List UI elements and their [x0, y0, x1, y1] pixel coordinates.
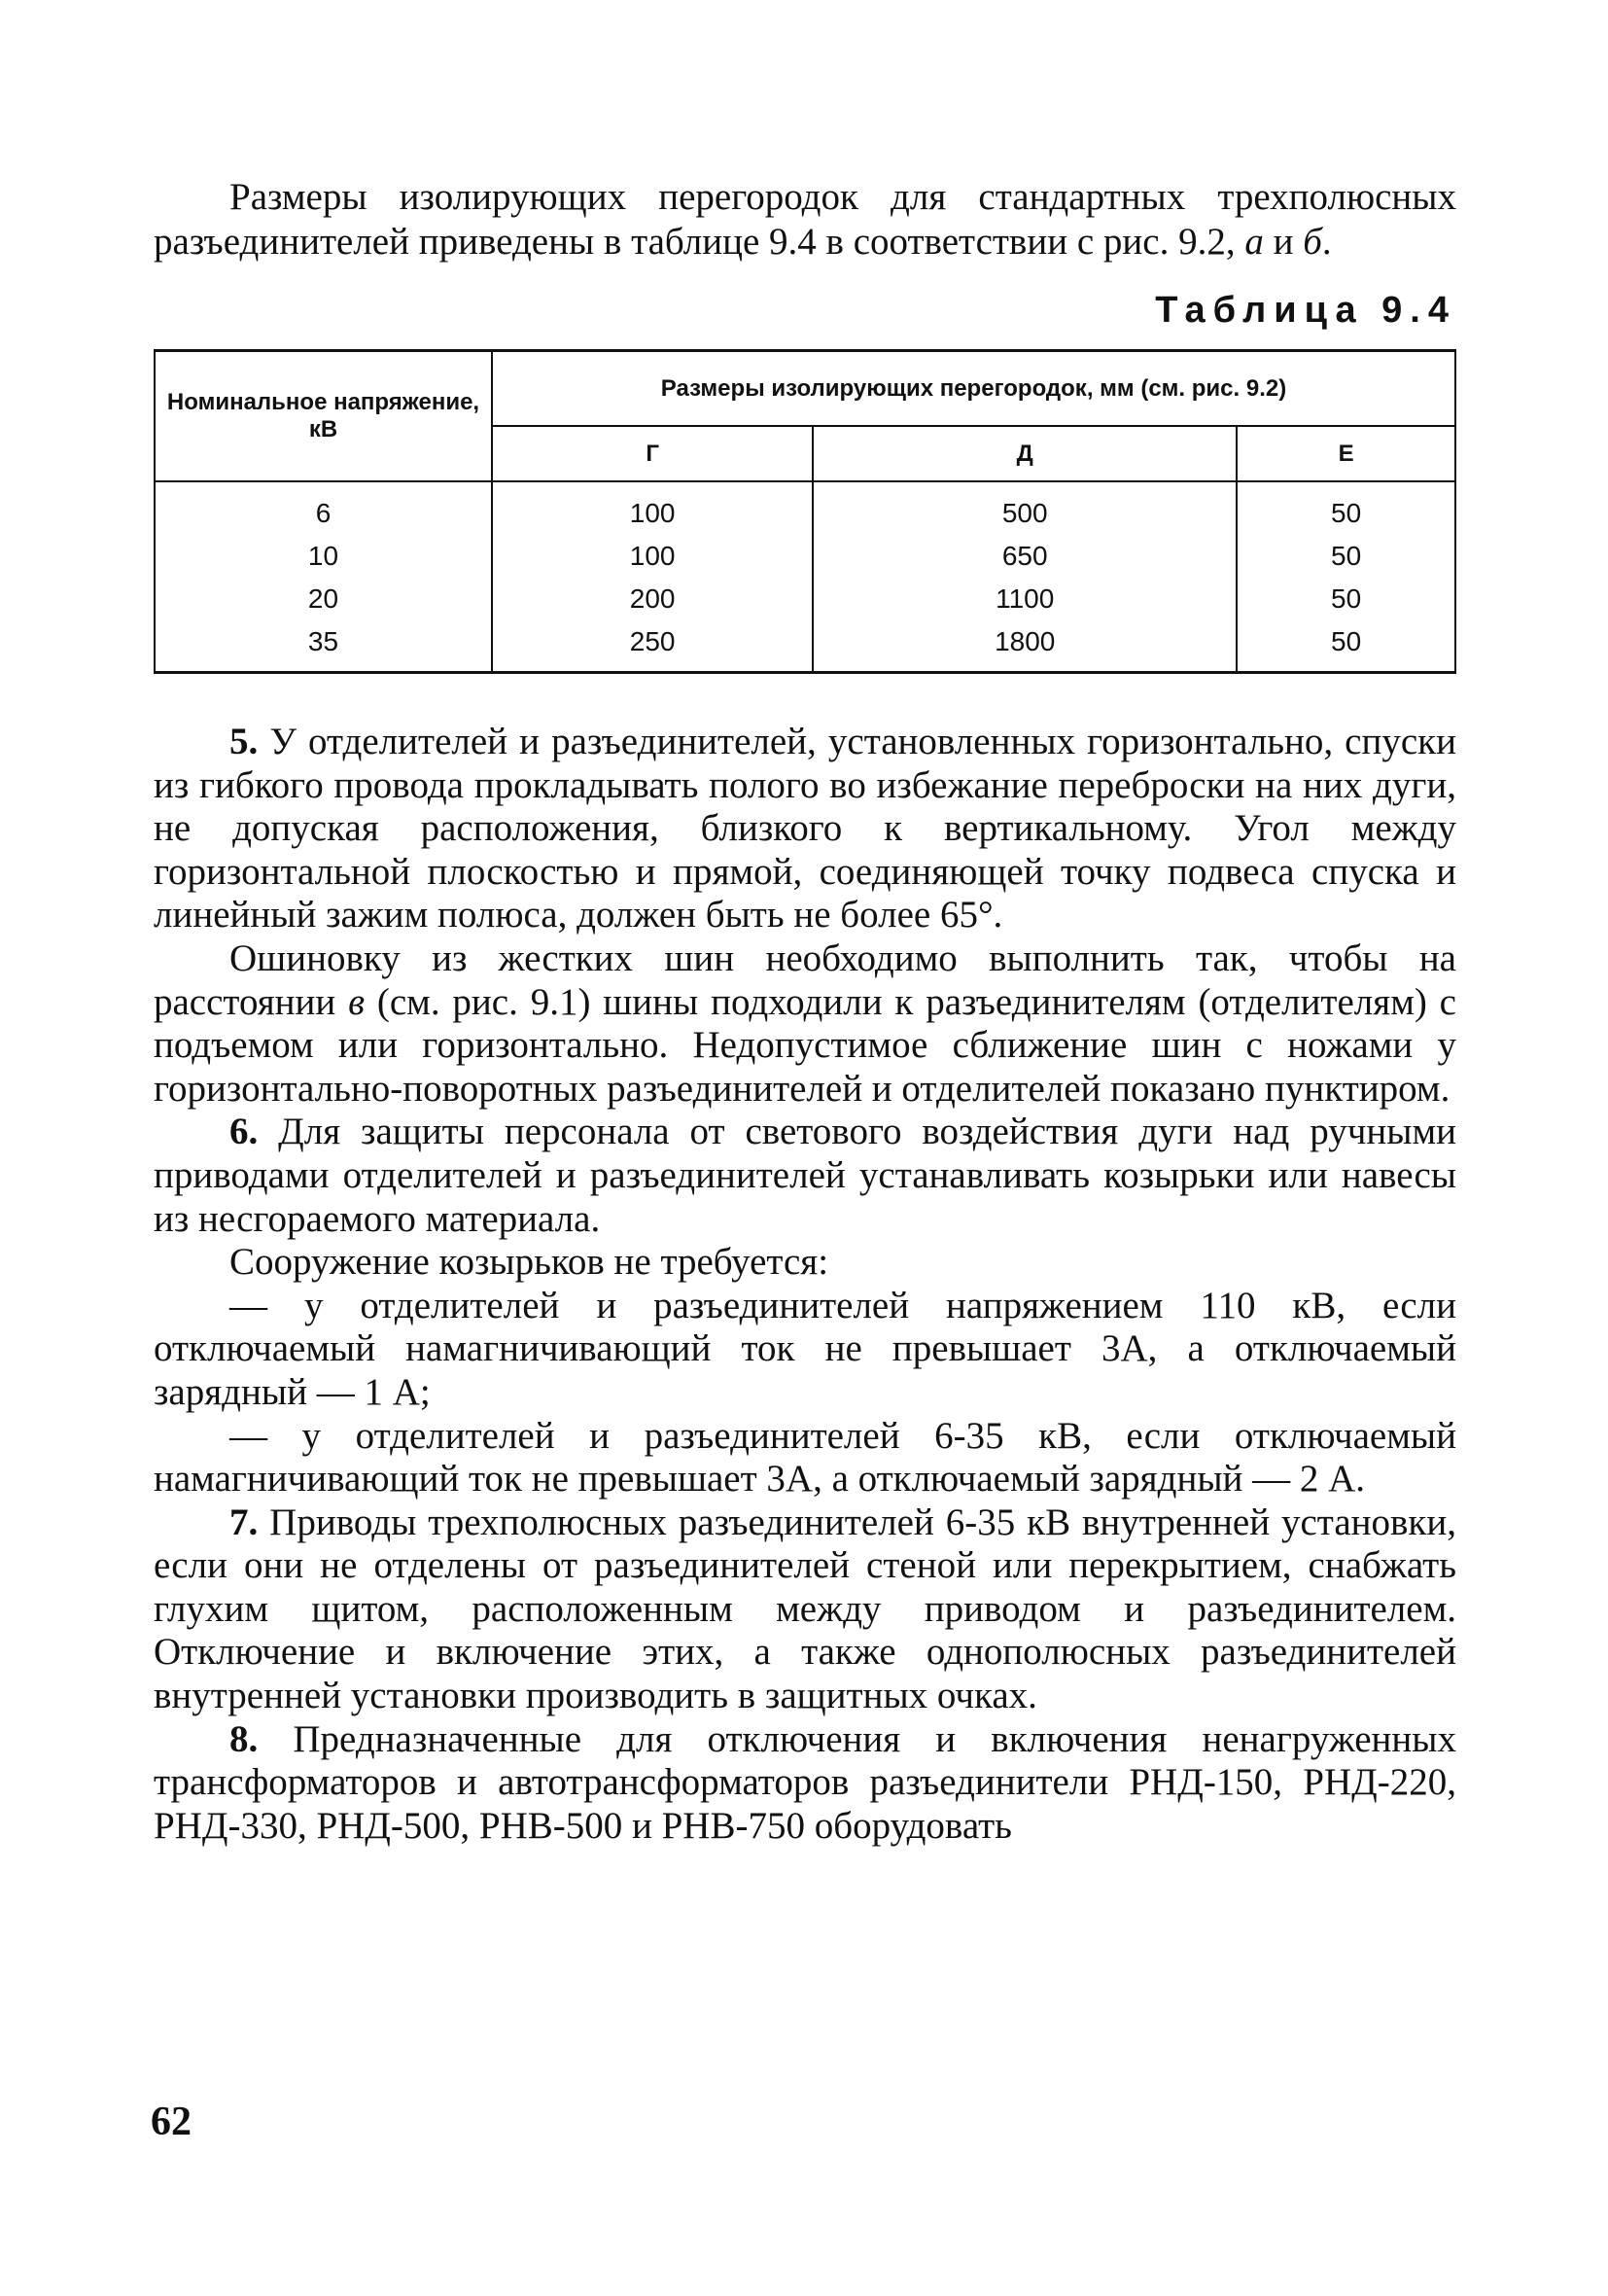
paragraph-6d: — у отделителей и разъединителей 6-35 кВ, если отключаемый намагничивающий ток не превышает 3А, а отключаемый зарядный — 2 А. [154, 1414, 1456, 1501]
paragraph-6b: Сооружение козырьков не требуется: [229, 1241, 829, 1284]
distance-variable: в [348, 980, 366, 1023]
intro-period: . [1321, 221, 1332, 263]
cell-e: 50 [1237, 535, 1455, 578]
cell-g: 100 [492, 535, 813, 578]
paragraph-5 [154, 721, 1456, 937]
table-row [155, 535, 1455, 578]
cell-e: 50 [1237, 620, 1455, 673]
page-number: 62 [151, 2100, 192, 2144]
figure-ref-b: б [1303, 221, 1322, 263]
cell-voltage: 6 [155, 481, 492, 535]
header-col-d: Д [813, 426, 1237, 481]
paragraph-6c: — у отделителей и разъединителей напряжением 110 кВ, если отключаемый намагничивающий ток не превышает 3А, а отключаемый зарядный — 1 А; [154, 1284, 1456, 1413]
header-dimensions: Размеры изолирующих перегородок, мм (см. рис. 9.2) [492, 351, 1455, 427]
page-content [154, 175, 1456, 1848]
item-number-7: 7. [229, 1501, 259, 1543]
cell-voltage: 20 [155, 578, 492, 620]
cell-g: 100 [492, 481, 813, 535]
partition-dimensions-table [154, 349, 1456, 674]
paragraph-6-text: Для защиты персонала от светового воздействия дуги над ручными приводами отделителей и разъединителей устанавливать козырьки или навесы из несгораемого материала. [154, 1111, 1456, 1240]
cell-g: 250 [492, 620, 813, 673]
intro-text: Размеры изолирующих перегородок для стандартных трехполюсных разъединителей приведены в таблице 9.4 в соответствии с рис. 9.2, [154, 176, 1456, 263]
item-number-8: 8. [229, 1717, 259, 1760]
item-number-6: 6. [229, 1111, 259, 1153]
header-col-e: Е [1237, 426, 1455, 481]
cell-d: 1100 [813, 578, 1237, 620]
paragraph-5b-text-rest: (см. рис. 9.1) шины подходили к разъединителям (отделителям) с подъемом или горизонтально. Недопустимое сближение шин с ножами у горизонтально-поворотных разъединителей и отделителей показано пунктиром. [154, 980, 1456, 1110]
paragraph-6 [154, 1111, 1456, 1241]
intro-paragraph [154, 175, 1456, 265]
table-title: Таблица 9.4 [1155, 290, 1456, 331]
table-row [155, 620, 1455, 673]
cell-d: 1800 [813, 620, 1237, 673]
cell-voltage: 35 [155, 620, 492, 673]
body-text [154, 721, 1456, 1848]
intro-and: и [1263, 221, 1304, 263]
table-row [155, 481, 1455, 535]
item-number-5: 5. [229, 721, 259, 762]
header-col-g: Г [492, 426, 813, 481]
paragraph-8 [154, 1718, 1456, 1849]
paragraph-8-text: Предназначенные для отключения и включения ненагруженных трансформаторов и автотрансформаторов разъединители РНД-150, РНД-220, РНД-330, РНД-500, РНВ-500 и РНВ-750 оборудовать [154, 1717, 1456, 1847]
paragraph-7 [154, 1501, 1456, 1718]
paragraph-5-text: У отделителей и разъединителей, установленных горизонтально, спуски из гибкого провода прокладывать полого во избежание переброски на них дуги, не допуская расположения, близкого к вертикальному. Угол между горизонтальной плоскостью и прямой, соединяющей точку подвеса спуска и линейный зажим полюса, должен быть не более 65°. [154, 721, 1456, 936]
header-voltage: Номинальное напряжение, кВ [155, 351, 492, 482]
cell-voltage: 10 [155, 535, 492, 578]
paragraph-5b [154, 937, 1456, 1111]
cell-g: 200 [492, 578, 813, 620]
cell-e: 50 [1237, 578, 1455, 620]
cell-d: 500 [813, 481, 1237, 535]
paragraph-5b-text: Ошиновку из жестких шин необходимо выполнить так, чтобы на расстоянии [154, 936, 1456, 1023]
table-row [155, 578, 1455, 620]
cell-e: 50 [1237, 481, 1455, 535]
figure-ref-a: а [1244, 221, 1264, 263]
paragraph-7-text: Приводы трехполюсных разъединителей 6-35 кВ внутренней установки, если они не отделены от разъединителей стеной или перекрытием, снабжать глухим щитом, расположенным между приводом и разъединителем. Отключение и включение этих, а также однополюсных разъединителей внутренней установки производить в защитных очках. [154, 1501, 1456, 1717]
cell-d: 650 [813, 535, 1237, 578]
